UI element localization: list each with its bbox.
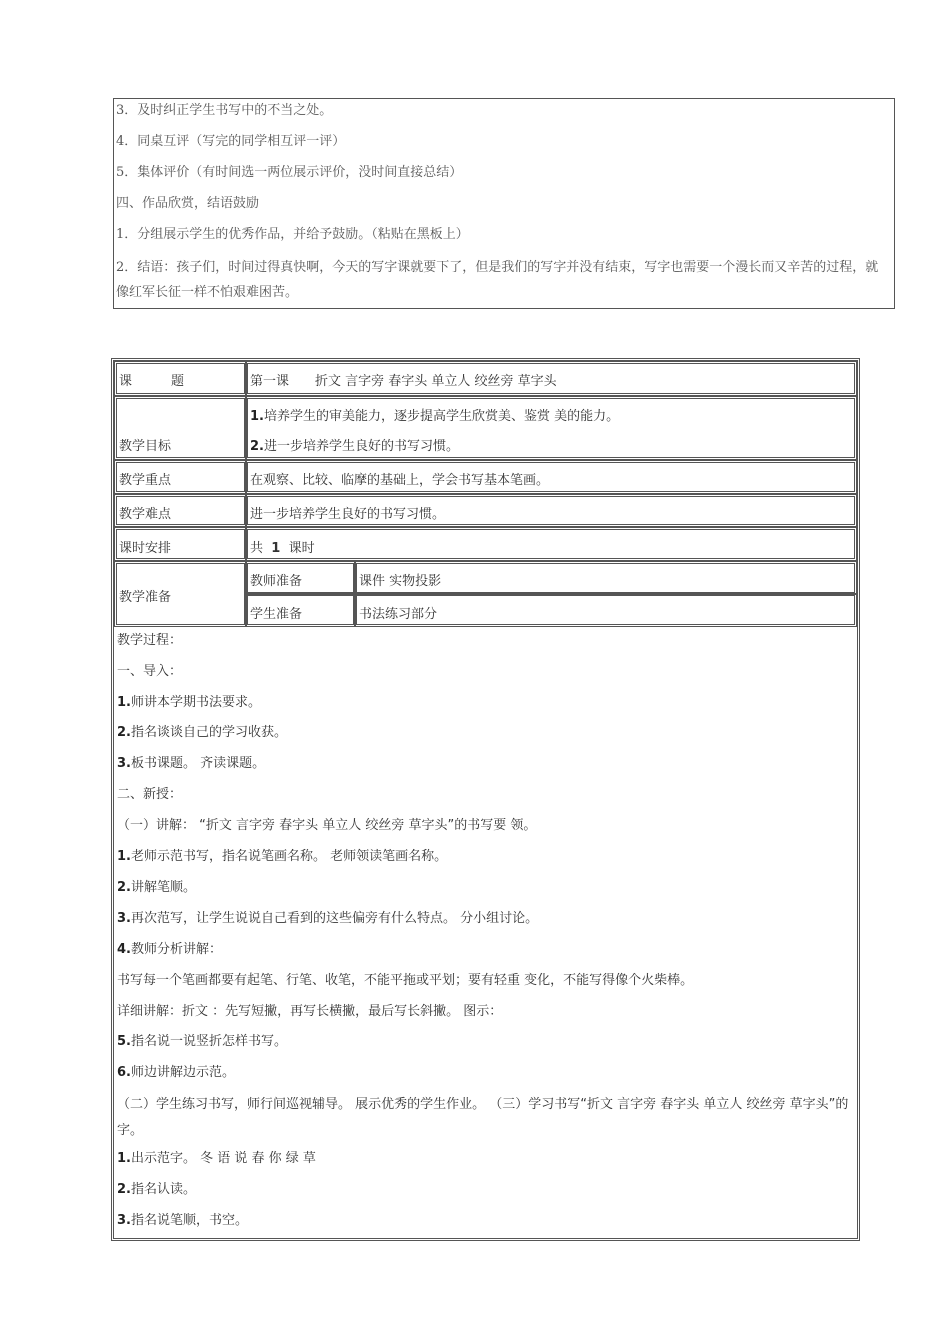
top-line-4: 四、作品欣赏，结语鼓励 xyxy=(116,196,260,211)
difficulty-value-cell xyxy=(245,494,857,527)
goals-label-cell xyxy=(114,396,247,460)
process-line: 5.指名说一说竖折怎样书写。 xyxy=(117,1034,287,1049)
preparation-label: 教学准备 xyxy=(119,590,172,605)
process-line: 书写每一个笔画都要有起笔、行笔、收笔，不能平拖或平划；要有轻重 变化，不能写得像个火柴棒。 xyxy=(117,973,694,988)
process-line: （一）讲解： “折文 言字旁 春字头 单立人 绞丝旁 草字头”的书写要 领。 xyxy=(117,818,537,833)
process-line: 3.指名说笔顺，书空。 xyxy=(117,1213,248,1228)
process-line: 2.讲解笔顺。 xyxy=(117,880,196,895)
top-line-6: 2．结语：孩子们，时间过得真快啊，今天的写字课就要下了，但是我们的写字并没有结束，写字也需要一个漫长而又辛苦的过程，就像红军长征一样不怕艰难困苦。 xyxy=(116,260,879,300)
difficulty-label: 教学难点 xyxy=(119,507,172,522)
student-prep-label-cell xyxy=(245,593,356,627)
goal-item-1: 1.培养学生的审美能力，逐步提高学生欣赏美、鉴赏 美的能力。 xyxy=(250,409,620,424)
topic-value: 第一课 折文 言字旁 春字头 单立人 绞丝旁 草字头 xyxy=(250,374,557,389)
topic-label-cell xyxy=(114,361,247,396)
difficulty-value: 进一步培养学生良好的书写习惯。 xyxy=(250,507,446,522)
topic-label: 课 题 xyxy=(119,374,185,389)
process-line: 1.老师示范书写，指名说笔画名称。 老师领读笔画名称。 xyxy=(117,849,448,864)
teacher-prep-value: 课件 实物投影 xyxy=(359,574,442,589)
teacher-prep-label-cell xyxy=(245,561,356,595)
process-paragraph: （二）学生练习书写，师行间巡视辅导。 展示优秀的学生作业。 （三）学习书写“折文 言字旁 春字头 单立人 绞丝旁 草字头”的字。 xyxy=(117,1097,849,1138)
teacher-prep-label: 教师准备 xyxy=(250,574,303,589)
schedule-label-cell xyxy=(114,527,247,561)
schedule-label: 课时安排 xyxy=(119,541,172,556)
process-title: 教学过程： xyxy=(117,633,183,648)
student-prep-value: 书法练习部分 xyxy=(359,607,438,622)
top-line-2: 4．同桌互评（写完的同学相互评一评） xyxy=(116,134,346,149)
key-point-value-cell xyxy=(245,460,857,494)
top-line-1: 3．及时纠正学生书写中的不当之处。 xyxy=(116,103,333,118)
process-line: 6.师边讲解边示范。 xyxy=(117,1065,235,1080)
top-line-5: 1．分组展示学生的优秀作品，并给予鼓励。（粘贴在黑板上） xyxy=(116,227,469,242)
schedule-value-cell xyxy=(245,527,857,561)
process-line: 二、新授： xyxy=(117,787,183,802)
process-line: 1.出示范字。 冬 语 说 春 你 绿 草 xyxy=(117,1151,316,1166)
lesson-plan-table xyxy=(111,358,860,1241)
key-point-value: 在观察、比较、临摩的基础上，学会书写基本笔画。 xyxy=(250,473,550,488)
key-point-label-cell xyxy=(114,460,247,494)
goal-item-2: 2.进一步培养学生良好的书写习惯。 xyxy=(250,439,459,454)
goals-value-cell xyxy=(245,396,857,460)
student-prep-label: 学生准备 xyxy=(250,607,303,622)
process-line: 2.指名谈谈自己的学习收获。 xyxy=(117,725,287,740)
process-line: 1.师讲本学期书法要求。 xyxy=(117,695,261,710)
process-line: 2.指名认读。 xyxy=(117,1182,196,1197)
preparation-label-cell xyxy=(114,561,247,627)
previous-lesson-box xyxy=(113,98,895,309)
topic-value-cell xyxy=(245,361,857,396)
teacher-prep-value-cell xyxy=(354,561,857,595)
process-line: 4.教师分析讲解： xyxy=(117,942,222,957)
process-line: 3.再次范写，让学生说说自己看到的这些偏旁有什么特点。 分小组讨论。 xyxy=(117,911,539,926)
goals-label: 教学目标 xyxy=(119,439,172,454)
process-line: 详细讲解：折文 ：先写短撇，再写长横撇，最后写长斜撇。 图示： xyxy=(117,1004,503,1019)
difficulty-label-cell xyxy=(114,494,247,527)
process-line: 3.板书课题。 齐读课题。 xyxy=(117,756,266,771)
student-prep-value-cell xyxy=(354,593,857,627)
top-line-3: 5．集体评价（有时间选一两位展示评价，没时间直接总结） xyxy=(116,165,463,180)
process-line: 一、导入： xyxy=(117,664,183,679)
schedule-value: 共 1 课时 xyxy=(250,541,315,556)
key-point-label: 教学重点 xyxy=(119,473,172,488)
